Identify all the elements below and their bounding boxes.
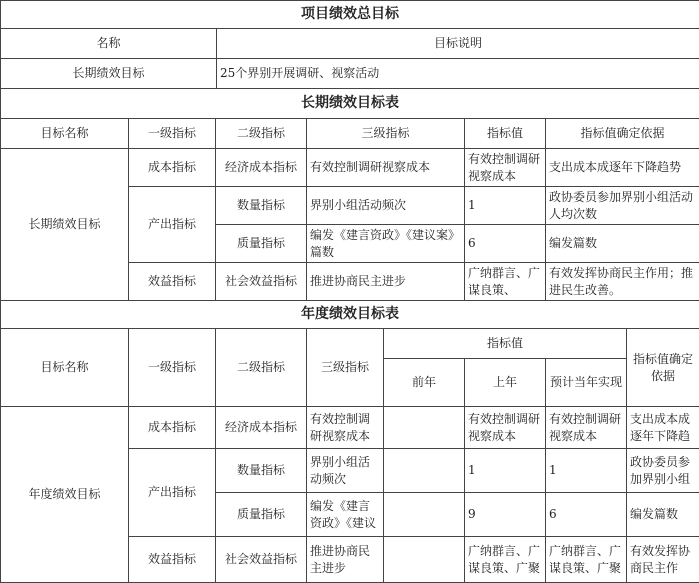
an-expected [546,537,627,583]
lt-value: 6 [465,225,546,263]
lt-level3: 编发《建言资政》《建议案》篇数 [307,225,465,263]
an-basis [627,407,699,449]
an-basis-text: 政协委员参加界别小组 [630,454,696,488]
lt-level1: 成本指标 [129,149,216,187]
an-expected: 6 [546,493,627,537]
an-level1: 成本指标 [129,407,216,449]
lt-goal-name: 长期绩效目标 [1,149,129,301]
lt-level2: 质量指标 [216,225,307,263]
annual-title: 年度绩效目标表 [1,301,699,329]
an-level3: 界别小组活动频次 [307,449,384,493]
an-level3-text: 编发《建言资政》《建议 [310,498,380,532]
lt-basis: 政协委员参加界别小组活动人均次数 [546,187,699,225]
lt-level2: 经济成本指标 [216,149,307,187]
an-level2: 社会效益指标 [216,537,307,583]
lt-header-level3: 三级指标 [307,119,465,149]
an-prev [384,537,465,583]
an-level2: 数量指标 [216,449,307,493]
overall-row-name: 长期绩效目标 [1,59,217,89]
an-header-value: 指标值 [384,329,627,359]
lt-level2: 社会效益指标 [216,263,307,301]
lt-level3: 推进协商民主进步 [307,263,465,301]
an-header-basis: 指标值确定依据 [627,329,699,407]
an-header-level1: 一级指标 [129,329,216,407]
an-last: 有效控制调研视察成本 [465,407,546,449]
an-expected-text: 广纳群言、广谋良策、广聚 [549,543,623,577]
an-expected: 有效控制调研视察成本 [546,407,627,449]
an-last-text: 广纳群言、广谋良策、广聚 [468,543,542,577]
an-basis: 编发篇数 [627,493,699,537]
lt-header-goal: 目标名称 [1,119,129,149]
overall-header-name: 名称 [1,29,217,59]
an-basis-text: 支出成本成逐年下降趋 [630,411,696,445]
overall-goal-table [0,0,699,89]
an-header-prev-year: 前年 [384,359,465,407]
an-prev [384,407,465,449]
an-basis [627,449,699,493]
an-header-expected: 预计当年实现 [546,359,627,407]
lt-header-value: 指标值 [465,119,546,149]
lt-basis: 编发篇数 [546,225,699,263]
table-row [1,149,699,187]
lt-basis: 支出成本成逐年下降趋势 [546,149,699,187]
an-header-goal: 目标名称 [1,329,129,407]
an-level2: 经济成本指标 [216,407,307,449]
an-header-level3: 三级指标 [307,329,384,407]
an-header-last-year: 上年 [465,359,546,407]
an-last [465,537,546,583]
an-prev [384,493,465,537]
lt-level1: 效益指标 [129,263,216,301]
an-last: 1 [465,449,546,493]
an-header-level2: 二级指标 [216,329,307,407]
an-basis [627,537,699,583]
overall-title: 项目绩效总目标 [1,1,699,29]
an-prev [384,449,465,493]
lt-value: 广纳群言、广谋良策、 [465,263,546,301]
an-level3 [307,493,384,537]
an-level1: 产出指标 [129,449,216,537]
lt-header-level1: 一级指标 [129,119,216,149]
long-term-title: 长期绩效目标表 [1,89,699,119]
an-level3: 推进协商民主进步 [307,537,384,583]
overall-row-desc: 25个界别开展调研、视察活动 [217,59,699,89]
an-last: 9 [465,493,546,537]
lt-header-basis: 指标值确定依据 [546,119,699,149]
lt-level2: 数量指标 [216,187,307,225]
an-level3: 有效控制调研视察成本 [307,407,384,449]
an-basis-text: 有效发挥协商民主作 [630,543,696,577]
an-level1: 效益指标 [129,537,216,583]
an-level2: 质量指标 [216,493,307,537]
lt-level3: 界别小组活动频次 [307,187,465,225]
long-term-table [0,88,699,301]
an-goal-name: 年度绩效目标 [1,407,129,583]
table-row [1,407,699,449]
lt-level1: 产出指标 [129,187,216,263]
lt-header-level2: 二级指标 [216,119,307,149]
lt-value: 1 [465,187,546,225]
overall-header-desc: 目标说明 [217,29,699,59]
an-expected: 1 [546,449,627,493]
annual-table [0,300,699,583]
lt-value: 有效控制调研视察成本 [465,149,546,187]
lt-basis: 有效发挥协商民主作用；推进民生改善。 [546,263,699,301]
lt-level3: 有效控制调研视察成本 [307,149,465,187]
